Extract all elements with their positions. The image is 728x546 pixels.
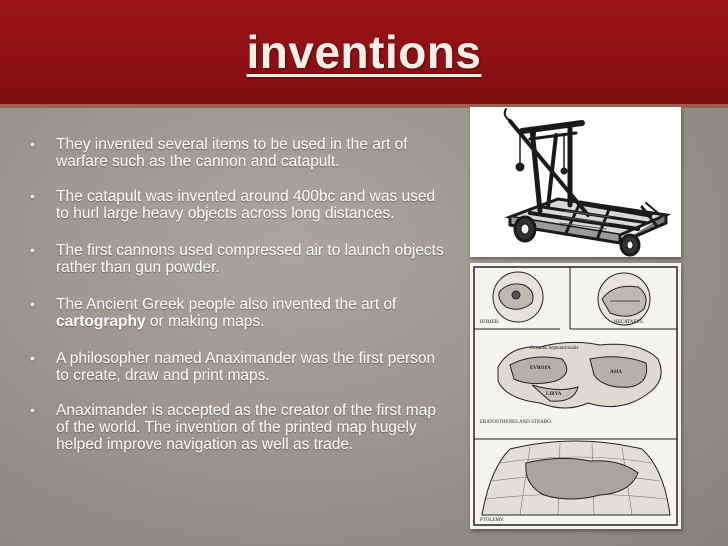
title-bar — [0, 0, 728, 108]
bullet-icon: • — [30, 242, 35, 258]
bullet-text: They invented several items to be used in the art of warfare such as the cannon and catapult. — [56, 136, 408, 170]
ancient-maps-image — [470, 263, 681, 529]
bullet-item — [30, 402, 450, 453]
bullet-icon: • — [30, 188, 35, 204]
map-label-europa: EVROPA — [530, 366, 551, 371]
ancient-world-maps-icon — [470, 263, 681, 529]
bullet-text-after: or making maps. — [145, 313, 265, 330]
map-label-eratosthenes: ERATOSTHENES AND STRABO. — [480, 420, 552, 425]
bullet-item — [30, 188, 450, 222]
map-label-libya: LIBYA — [546, 392, 562, 397]
catapult-illustration-icon — [470, 107, 681, 257]
bullet-text: A philosopher named Anaximander was the first person to create, draw and print maps. — [56, 350, 436, 384]
bullet-icon: • — [30, 350, 35, 366]
bullet-icon: • — [30, 296, 35, 312]
bullet-icon: • — [30, 402, 35, 418]
map-label-hecataeus: HECATAEUS. — [614, 320, 645, 325]
map-label-homer: HOMER. — [480, 320, 500, 325]
bullet-text: The catapult was invented around 400bc and was used to hurl large heavy objects across long distances. — [56, 188, 436, 222]
map-label-oceanus: Oceanus Septentrionalis — [530, 346, 579, 351]
map-label-asia: ASIA — [610, 370, 622, 375]
bullet-list — [30, 136, 450, 471]
bullet-item — [30, 242, 450, 276]
bullet-bold-term: cartography — [56, 313, 146, 330]
bullet-text: Anaximander is accepted as the creator of the first map of the world. The invention of the printed map hugely helped improve navigation as well as trade. — [56, 402, 436, 453]
catapult-image — [470, 107, 681, 257]
bullet-icon: • — [30, 136, 35, 152]
bullet-item — [30, 350, 450, 384]
bullet-item — [30, 136, 450, 170]
slide-title: inventions — [246, 26, 482, 78]
map-label-ptolemy: PTOLEMY. — [480, 518, 505, 523]
bullet-item — [30, 296, 450, 330]
bullet-text: The first cannons used compressed air to launch objects rather than gun powder. — [56, 242, 444, 276]
bullet-text-before: The Ancient Greek people also invented the art of — [56, 296, 397, 313]
